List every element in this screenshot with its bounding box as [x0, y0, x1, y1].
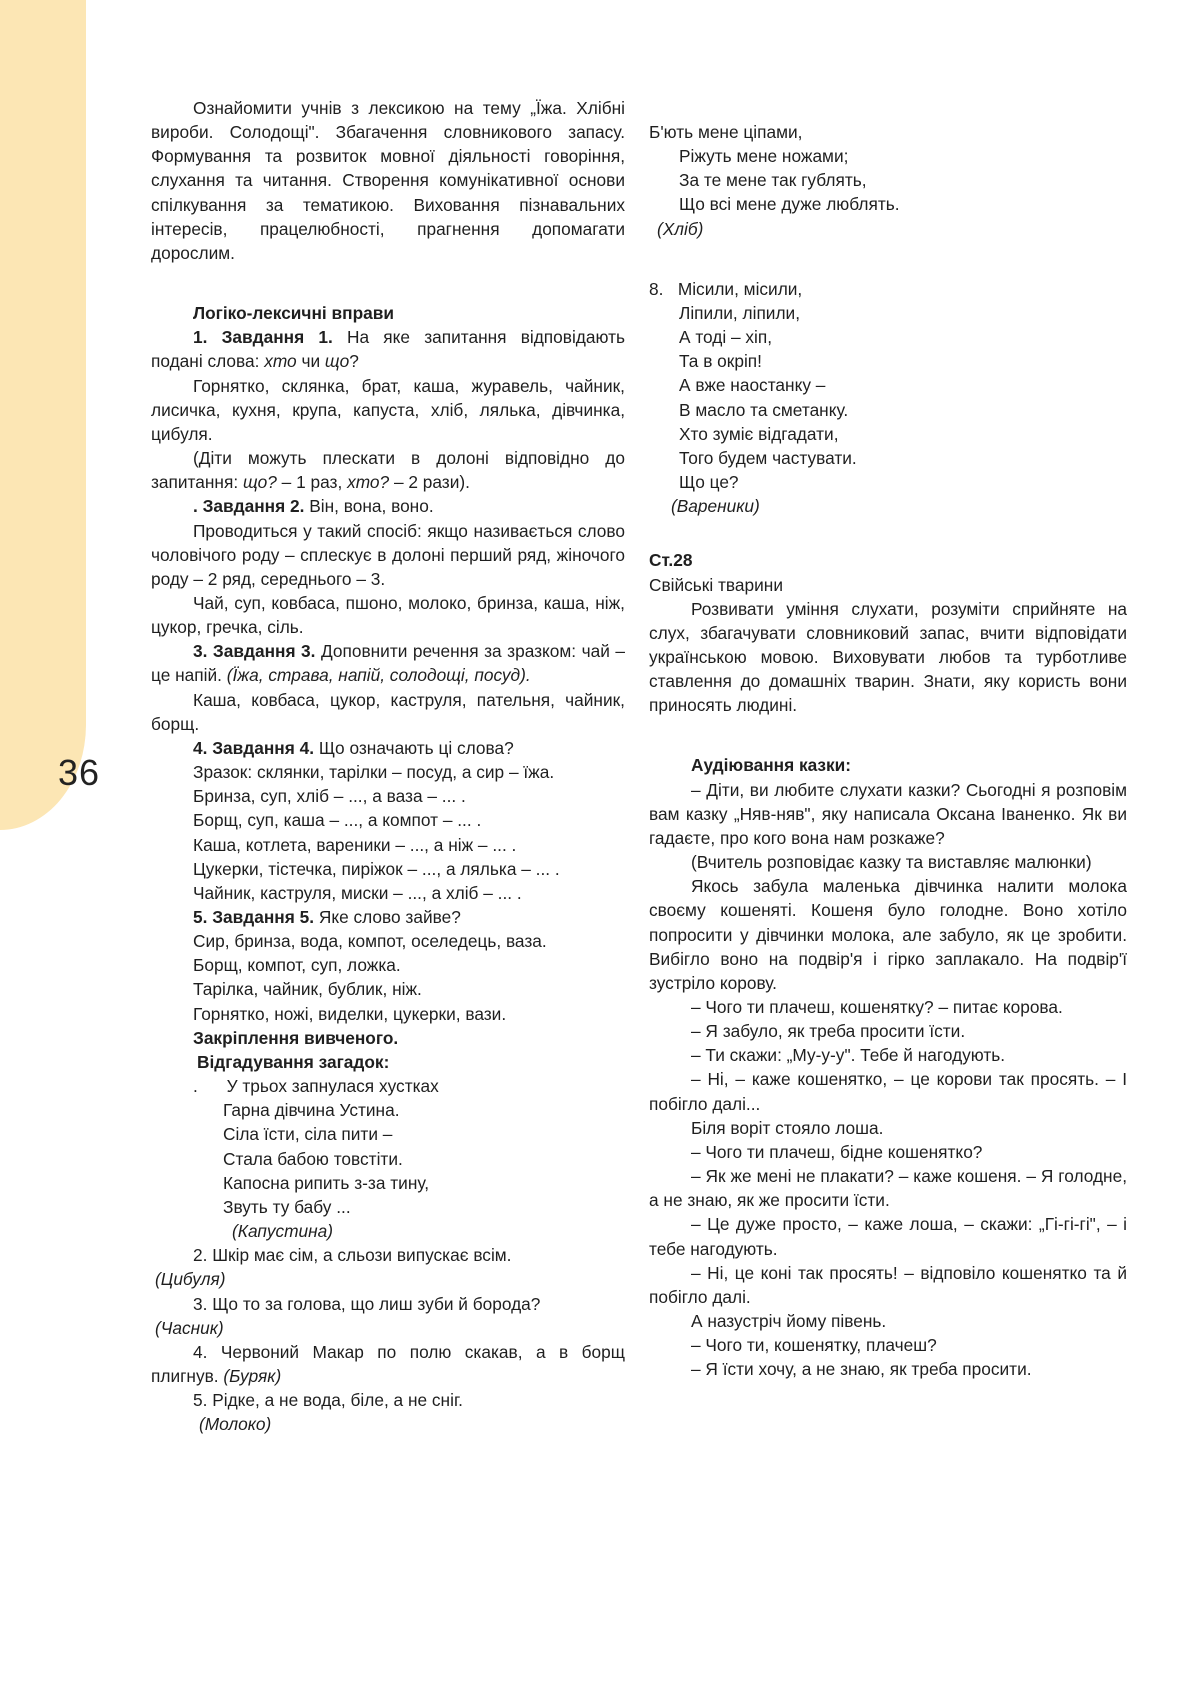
- riddle-8-answer: (Вареники): [671, 496, 760, 517]
- bread-riddle-answer: (Хліб): [657, 218, 704, 239]
- task-5-line: Борщ, компот, суп, ложка.: [193, 955, 401, 976]
- task-2-description: Проводиться у такий спосіб: якщо називається слово чоловічого роду – сплескує в долоні перший ряд, жіночого роду – 2 ряд, середнього – 3.: [151, 520, 625, 589]
- audio-heading: Аудіювання казки:: [691, 755, 852, 776]
- task-3-words: Каша, ковбаса, цукор, каструля, пательня, чайник, борщ.: [151, 689, 625, 734]
- task-4-line: Каша, котлета, вареники – ..., а ніж – ... .: [193, 834, 517, 855]
- story-paragraph: Біля воріт стояло лоша.: [691, 1117, 884, 1138]
- riddle-1-answer: (Капустина): [232, 1221, 334, 1242]
- riddle-8-line: Що це?: [679, 472, 739, 493]
- bread-riddle-line: Ріжуть мене ножами;: [679, 146, 849, 167]
- riddles-heading: Відгадування загадок:: [197, 1051, 390, 1072]
- riddle-5-answer: (Молоко): [199, 1414, 272, 1435]
- story-paragraph: – Ти скажи: „Му-у-у". Тебе й нагодують.: [691, 1045, 1006, 1066]
- consolidation-heading: Закріплення вивченого.: [193, 1027, 399, 1048]
- story-paragraph: – Діти, ви любите слухати казки? Сьогодні я розповім вам казку „Няв-няв", яку написала Оксана Іваненко. Як ви гадаєте, про кого вона нам розкаже?: [649, 779, 1127, 848]
- riddle-8-line: Та в окріп!: [679, 351, 762, 372]
- task-1: 1. Завдання 1. На яке запитання відповідають подані слова: хто чи що?: [151, 327, 625, 372]
- task-4-line: Борщ, суп, каша – ..., а компот – ... .: [193, 810, 482, 831]
- topic-goal: Розвивати уміння слухати, розуміти сприйняте на слух, збагачувати словниковий запас, вчити відповідати українською мовою. Виховувати любов та турботливе ставлення до домашніх тварин. Знати, яку користь вони приносять людині.: [649, 598, 1127, 716]
- task-1-note: (Діти можуть плескати в долоні відповідно до запитання: що? – 1 раз, хто? – 2 рази).: [151, 448, 625, 493]
- story-paragraph: Якось забула маленька дівчинка налити молока своєму кошеняті. Кошеня було голодне. Воно хотіло попросити у дівчинки молока, але забуло, як це зробити. Вибігло воно на подвір'я і гірко заплакало. На подвір'ї зустріло корову.: [649, 876, 1127, 993]
- page-reference: Ст.28: [649, 550, 693, 571]
- task-4-line: Зразок: склянки, тарілки – посуд, а сир – їжа.: [193, 762, 555, 783]
- bread-riddle-line: За те мене так гублять,: [679, 170, 867, 191]
- story-paragraph: – Чого ти плачеш, кошенятку? – питає корова.: [691, 997, 1063, 1017]
- task-1-label: 1. Завдання 1.: [193, 327, 333, 348]
- riddle-8-line: А тоді – хіп,: [679, 327, 773, 348]
- section-heading: Логіко-лексичні вправи: [193, 303, 394, 324]
- riddle-1-line: . У трьох запнулася хустках: [193, 1076, 439, 1097]
- task-5-line: Сир, бринза, вода, компот, оселедець, ваза.: [193, 931, 547, 952]
- riddle-2-answer: (Цибуля): [155, 1269, 226, 1290]
- task-2: . Завдання 2. Він, вона, воно.: [193, 496, 434, 517]
- story-paragraph: – Я їсти хочу, а не знаю, як треба просити.: [691, 1359, 1032, 1380]
- riddle-1-line: Звуть ту бабу ...: [223, 1196, 351, 1217]
- task-5-line: Тарілка, чайник, бублик, ніж.: [193, 979, 422, 1000]
- riddle-8-line: Хто зуміє відгадати,: [679, 423, 839, 444]
- task-5-line: Горнятко, ножі, виделки, цукерки, вази.: [193, 1003, 507, 1024]
- story-paragraph: А назустріч йому півень.: [691, 1311, 887, 1332]
- riddle-1-line: Гарна дівчина Устина.: [223, 1100, 400, 1121]
- task-3: 3. Завдання 3. Доповнити речення за зразком: чай – це напій. (Їжа, страва, напій, солодощі, посуд).: [151, 641, 625, 686]
- story-paragraph: – Я забуло, як треба просити їсти.: [691, 1021, 966, 1042]
- riddle-2: 2. Шкір має сім, а сльози випускає всім.: [193, 1245, 512, 1266]
- page-number: 36: [58, 752, 101, 793]
- task-4-line: Цукерки, тістечка, пиріжок – ..., а лялька – ... .: [193, 858, 560, 879]
- decorative-side-band: [0, 0, 86, 830]
- riddle-4-answer: (Буряк): [223, 1365, 282, 1386]
- right-column: [649, 120, 1127, 1382]
- story-paragraph: – Це дуже просто, – каже лоша, – скажи: „Гі-гі-гі", – і тебе нагодують.: [649, 1214, 1127, 1259]
- bread-riddle-line: Б'ють мене ціпами,: [649, 122, 803, 142]
- story-paragraph: – Чого ти, кошенятку, плачеш?: [691, 1335, 937, 1356]
- riddle-8-line: Ліпили, ліпили,: [679, 302, 801, 323]
- story-paragraph: – Ні, – каже кошенятко, – це корови так просять. – І побігло далі...: [649, 1069, 1127, 1114]
- topic-title: Свійські тварини: [649, 574, 783, 595]
- riddle-1-line: Сіла їсти, сіла пити –: [223, 1124, 393, 1145]
- riddle-5: 5. Рідке, а не вода, біле, а не сніг.: [193, 1390, 463, 1411]
- bread-riddle-line: Що всі мене дуже люблять.: [679, 194, 900, 215]
- task-4: 4. Завдання 4. Що означають ці слова?: [193, 737, 514, 758]
- riddle-1-line: Капосна рипить з-за тину,: [223, 1172, 430, 1193]
- story-paragraph: – Як же мені не плакати? – каже кошеня. – Я голодне, а не знаю, як же просити їсти.: [649, 1166, 1127, 1211]
- riddle-4: 4. Червоний Макар по полю скакав, а в борщ плигнув. (Буряк): [151, 1341, 625, 1386]
- riddle-8-line: А вже наостанку –: [679, 375, 826, 396]
- left-column: [151, 96, 625, 1436]
- riddle-8-line: В масло та сметанку.: [679, 399, 849, 420]
- task-1-words: Горнятко, склянка, брат, каша, журавель, чайник, лисичка, кухня, крупа, капуста, хліб, лялька, дівчинка, цибуля.: [151, 375, 625, 444]
- story-paragraph: (Вчитель розповідає казку та виставляє малюнки): [691, 852, 1092, 873]
- intro-paragraph: Ознайомити учнів з лексикою на тему „Їжа. Хлібні вироби. Солодощі". Збагачення словникового запасу. Формування та розвиток мовної діяльності говоріння, слухання та читання. Створення комунікативної основи спілкування за тематикою. Виховання пізнавальних інтересів, працелюбності, прагнення допомагати дорослим.: [151, 98, 625, 263]
- task-3-label: 3. Завдання 3.: [193, 641, 316, 662]
- story-paragraph: – Ні, це коні так просять! – відповіло кошенятко та й побігло далі.: [649, 1262, 1127, 1307]
- story-paragraph: – Чого ти плачеш, бідне кошенятко?: [691, 1141, 983, 1162]
- task-4-label: 4. Завдання 4.: [193, 737, 315, 758]
- task-5-label: 5. Завдання 5.: [193, 907, 315, 927]
- task-4-line: Чайник, каструля, миски – ..., а хліб – ... .: [193, 882, 522, 903]
- riddle-3: 3. Що то за голова, що лиш зуби й борода?: [193, 1293, 541, 1314]
- task-4-line: Бринза, суп, хліб – ..., а ваза – ... .: [193, 786, 466, 807]
- riddle-1-line: Стала бабою товстіти.: [223, 1148, 403, 1169]
- task-5: 5. Завдання 5. Яке слово зайве?: [193, 907, 461, 927]
- task-2-words: Чай, суп, ковбаса, пшоно, молоко, бринза, каша, ніж, цукор, гречка, сіль.: [151, 592, 625, 638]
- riddle-8-line: Того будем частувати.: [679, 447, 857, 468]
- riddle-3-answer: (Часник): [155, 1317, 224, 1338]
- riddle-8-line: 8. Місили, місили,: [649, 278, 803, 299]
- task-2-label: . Завдання 2.: [193, 496, 305, 517]
